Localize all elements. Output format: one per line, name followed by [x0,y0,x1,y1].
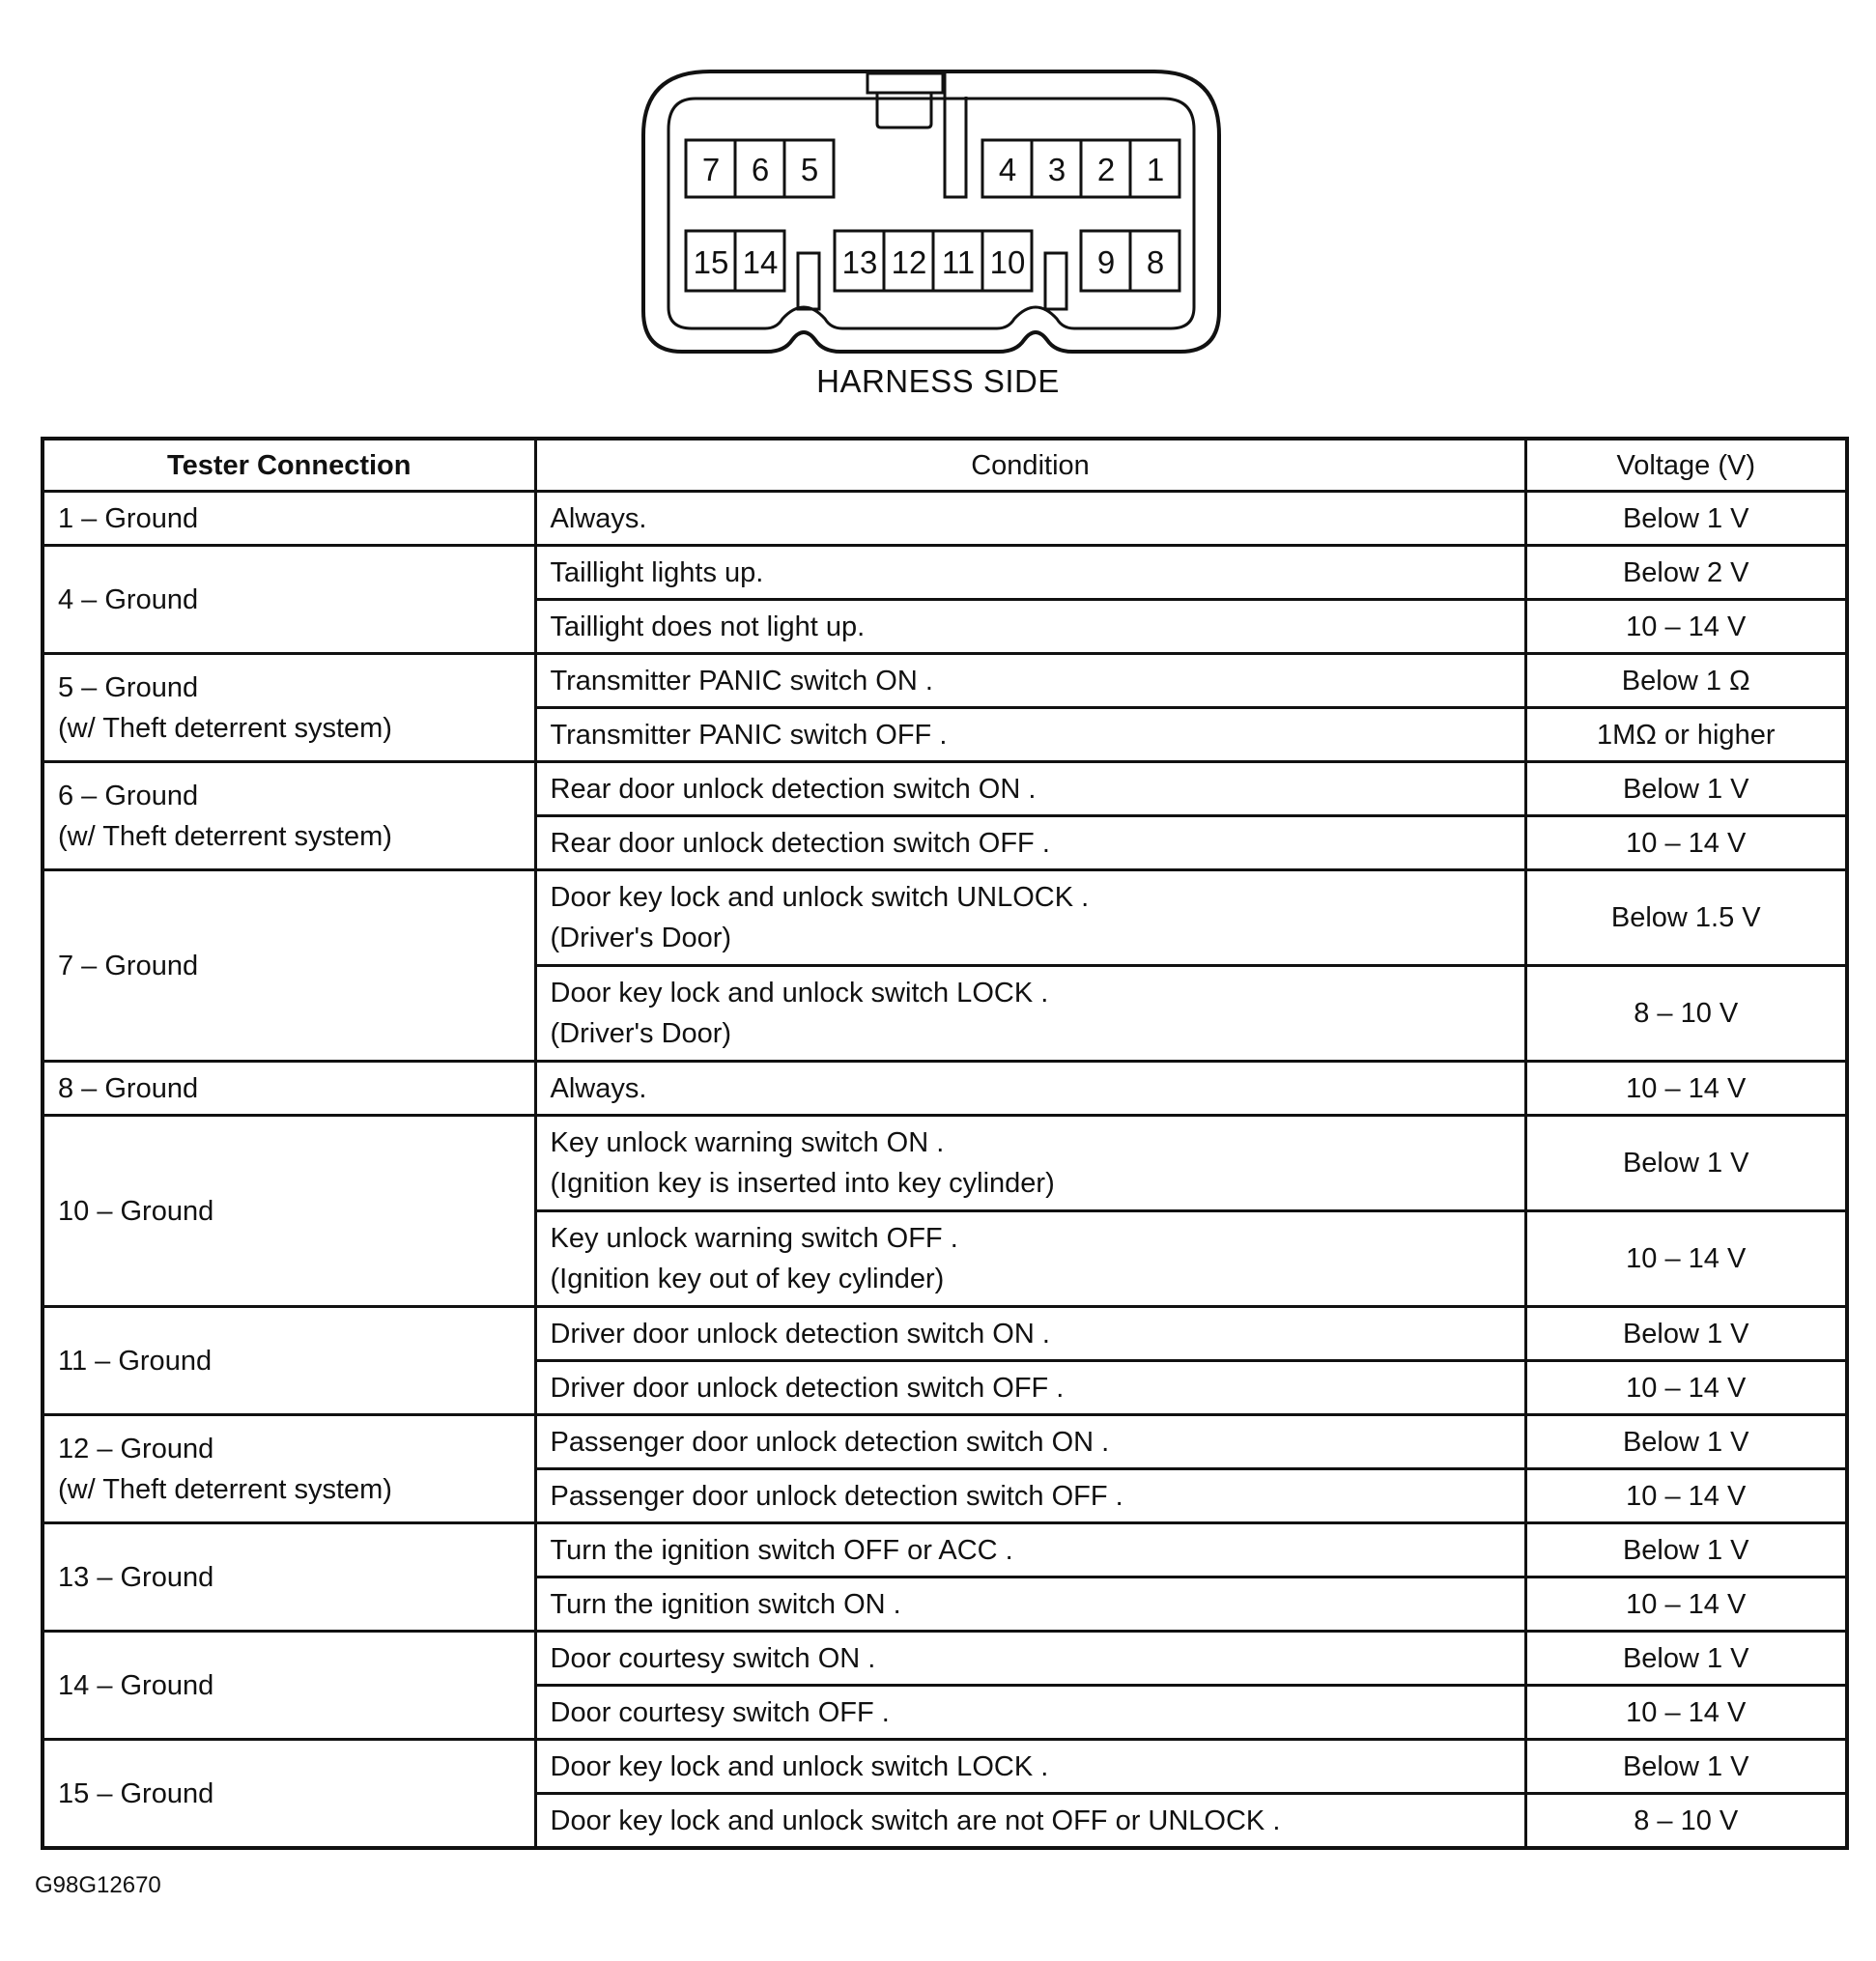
voltage-cell: 10 – 14 V [1525,1469,1847,1523]
condition-text: Driver door unlock detection switch OFF . [550,1372,1065,1404]
voltage-cell: 10 – 14 V [1525,1577,1847,1632]
voltage-cell: Below 1 V [1525,492,1847,546]
condition-cell [535,1415,1525,1469]
tester-connection-text: 13 – Ground [58,1561,214,1593]
connector-diagram [0,0,1876,367]
condition-cell [535,1211,1525,1307]
tester-connection-cell [43,492,535,546]
voltage-cell: Below 1 V [1525,1740,1847,1794]
voltage-cell: 8 – 10 V [1525,966,1847,1062]
condition-text: Taillight does not light up. [550,611,866,642]
pin-1: 1 [1146,152,1165,187]
condition-cell [535,1469,1525,1523]
header-voltage: Voltage (V) [1525,439,1847,492]
condition-text: Turn the ignition switch OFF or ACC . [550,1534,1013,1566]
tester-connection-table [41,437,1849,1850]
table-header-row [43,439,1847,492]
table-row [43,1523,1847,1577]
condition-text: Key unlock warning switch OFF . [550,1223,958,1254]
condition-text: (Driver's Door) [550,1018,732,1049]
table-row [43,1740,1847,1794]
tester-connection-cell [43,1116,535,1307]
connector-slot-right [1045,253,1066,309]
condition-cell [535,1361,1525,1415]
condition-text: (Driver's Door) [550,923,732,953]
table-row [43,1632,1847,1686]
header-tester-connection: Tester Connection [43,439,535,492]
voltage-cell: Below 1 V [1525,762,1847,816]
condition-text: Passenger door unlock detection switch ON . [550,1426,1110,1458]
condition-text: Key unlock warning switch ON . [550,1127,945,1158]
condition-cell [535,1794,1525,1849]
condition-text: Rear door unlock detection switch ON . [550,773,1037,805]
condition-cell [535,1307,1525,1361]
pin-10: 10 [989,244,1026,280]
pin-group-bottom-left [686,231,784,291]
pin-15: 15 [693,244,729,280]
connector-inner-outline [668,99,1194,328]
condition-text: Always. [550,1072,647,1104]
tester-connection-text: (w/ Theft deterrent system) [58,1473,392,1505]
condition-cell [535,546,1525,600]
header-condition: Condition [535,439,1525,492]
condition-cell [535,870,1525,966]
condition-text: Passenger door unlock detection switch OFF . [550,1480,1123,1512]
tester-connection-text: 1 – Ground [58,502,199,534]
tester-connection-text: 5 – Ground [58,671,199,703]
condition-cell [535,1740,1525,1794]
condition-text: Always. [550,502,647,534]
condition-cell [535,1523,1525,1577]
pin-group-top-left [686,140,834,197]
voltage-cell: 10 – 14 V [1525,1211,1847,1307]
connector-key-slot [945,73,966,197]
pin-7: 7 [701,152,721,187]
condition-text: Driver door unlock detection switch ON . [550,1318,1050,1350]
pin-11: 11 [941,244,976,280]
voltage-cell: Below 1 V [1525,1116,1847,1211]
voltage-cell: 1MΩ or higher [1525,708,1847,762]
pin-group-bottom-mid [835,231,1032,291]
condition-text: (Ignition key out of key cylinder) [550,1264,945,1294]
harness-side-caption: HARNESS SIDE [816,363,1060,399]
tester-connection-text: 6 – Ground [58,780,199,811]
table-row [43,870,1847,966]
condition-text: (Ignition key is inserted into key cylinder) [550,1168,1055,1199]
pin-6: 6 [751,152,770,187]
voltage-cell: Below 1 V [1525,1523,1847,1577]
pin-9: 9 [1096,244,1116,280]
tester-connection-text: 8 – Ground [58,1072,199,1104]
condition-text: Turn the ignition switch ON . [550,1588,901,1620]
voltage-cell: 10 – 14 V [1525,816,1847,870]
condition-cell [535,492,1525,546]
tester-connection-cell [43,1415,535,1523]
table-row [43,492,1847,546]
voltage-cell: 10 – 14 V [1525,600,1847,654]
condition-cell [535,708,1525,762]
tester-connection-cell [43,1062,535,1116]
pin-2: 2 [1096,152,1116,187]
pin-12: 12 [891,244,927,280]
condition-cell [535,1686,1525,1740]
tester-connection-text: 14 – Ground [58,1669,214,1701]
condition-cell [535,816,1525,870]
tester-connection-cell [43,1740,535,1849]
tester-connection-text: 10 – Ground [58,1195,214,1227]
tester-connection-text: 11 – Ground [58,1345,213,1377]
condition-text: Taillight lights up. [550,556,764,588]
voltage-cell: Below 2 V [1525,546,1847,600]
tester-connection-cell [43,1523,535,1632]
pin-14: 14 [742,244,779,280]
tester-connection-cell [43,762,535,870]
condition-text: Door key lock and unlock switch LOCK . [550,978,1049,1009]
condition-cell [535,1062,1525,1116]
tester-connection-cell [43,870,535,1062]
table-row [43,654,1847,708]
pin-group-bottom-right [1081,231,1180,291]
tester-connection-text: 15 – Ground [58,1777,214,1809]
condition-text: Door key lock and unlock switch UNLOCK . [550,882,1090,913]
condition-cell [535,966,1525,1062]
voltage-cell: Below 1 V [1525,1307,1847,1361]
condition-text: Transmitter PANIC switch OFF . [550,719,948,751]
pin-8: 8 [1146,244,1165,280]
tester-connection-text: 12 – Ground [58,1433,214,1464]
tester-connection-cell [43,1632,535,1740]
tester-connection-text: 7 – Ground [58,950,199,981]
voltage-cell: 10 – 14 V [1525,1361,1847,1415]
connector-latch [867,73,943,93]
condition-text: Door courtesy switch OFF . [550,1696,890,1728]
pin-5: 5 [800,152,819,187]
table-row [43,1415,1847,1469]
tester-connection-cell [43,1307,535,1415]
table-row [43,1116,1847,1211]
condition-text: Door courtesy switch ON . [550,1642,876,1674]
voltage-cell: Below 1.5 V [1525,870,1847,966]
table-row [43,762,1847,816]
pin-4: 4 [998,152,1017,187]
condition-cell [535,654,1525,708]
tester-connection-cell [43,546,535,654]
voltage-cell: 10 – 14 V [1525,1062,1847,1116]
tester-connection-text: (w/ Theft deterrent system) [58,820,392,852]
pin-group-top-right [982,140,1180,197]
table-row [43,1307,1847,1361]
condition-text: Transmitter PANIC switch ON . [550,665,933,696]
tester-connection-cell [43,654,535,762]
condition-cell [535,762,1525,816]
voltage-cell: Below 1 V [1525,1415,1847,1469]
table-row [43,546,1847,600]
condition-text: Door key lock and unlock switch are not OFF or UNLOCK . [550,1805,1281,1836]
condition-cell [535,1116,1525,1211]
voltage-cell: 10 – 14 V [1525,1686,1847,1740]
pin-3: 3 [1047,152,1066,187]
table-body [43,492,1847,1849]
voltage-cell: Below 1 V [1525,1632,1847,1686]
tester-connection-text: (w/ Theft deterrent system) [58,712,392,744]
voltage-cell: 8 – 10 V [1525,1794,1847,1849]
table-row [43,1062,1847,1116]
tester-connection-text: 4 – Ground [58,583,199,615]
voltage-cell: Below 1 Ω [1525,654,1847,708]
condition-cell [535,1632,1525,1686]
condition-cell [535,600,1525,654]
pin-13: 13 [841,244,878,280]
condition-text: Door key lock and unlock switch LOCK . [550,1750,1049,1782]
figure-id: G98G12670 [35,1872,161,1898]
condition-cell [535,1577,1525,1632]
condition-text: Rear door unlock detection switch OFF . [550,827,1050,859]
connector-slot-left [798,253,819,309]
